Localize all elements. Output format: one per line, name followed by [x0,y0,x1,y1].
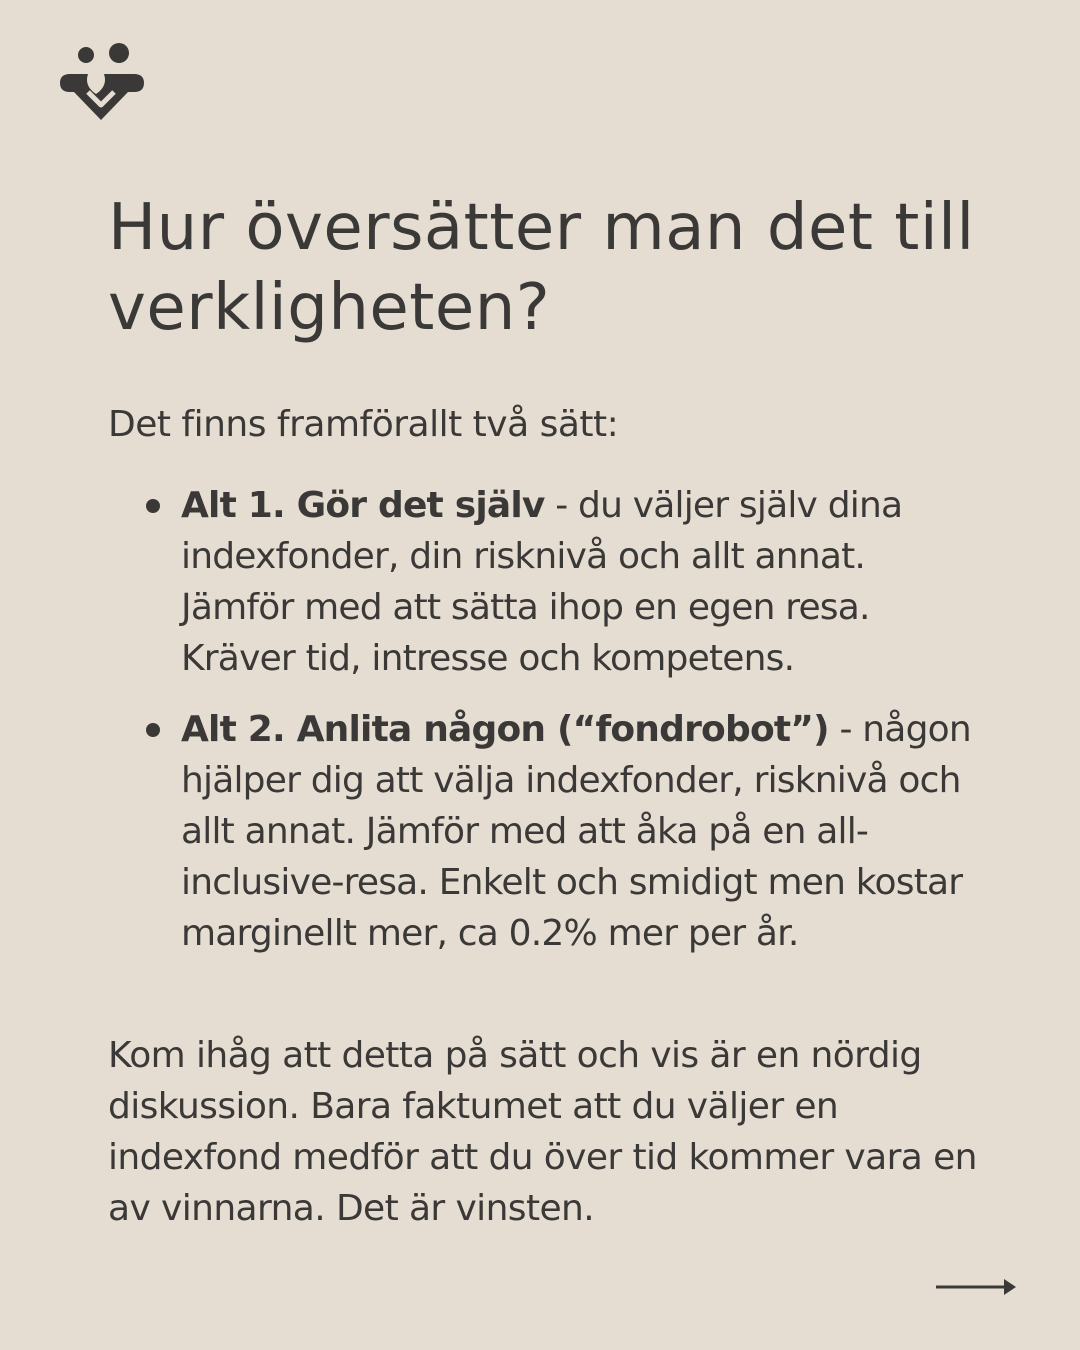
arrow-right-icon[interactable] [934,1276,1018,1298]
intro-text: Det finns framförallt två sätt: [108,404,619,445]
bullet-text: - du väljer själv dina indexfonder, din risknivå och allt annat. Jämför med att sätta ihop en egen resa. Kräver tid, intresse och kompetens. [181,485,903,679]
heart-people-logo-icon [50,42,152,136]
bullet-title: Alt 1. Gör det själv [181,485,545,526]
closing-text: Kom ihåg att detta på sätt och vis är en nördig diskussion. Bara faktumet att du väljer en indexfond medför att du över tid kommer vara en av vinnarna. Det är vinsten. [108,1035,977,1229]
list-item [108,704,978,959]
page-title: Hur översätter man det till verkligheten? [108,191,975,345]
bullet-text: - någon hjälper dig att välja indexfonder, risknivå och allt annat. Jämför med att åka på en all-inclusive-resa. Enkelt och smidigt men kostar marginellt mer, ca 0.2% mer per år. [181,709,971,954]
bullet-title: Alt 2. Anlita någon (“fondrobot”) [181,709,829,750]
list-item [108,480,978,684]
options-list [108,480,978,979]
